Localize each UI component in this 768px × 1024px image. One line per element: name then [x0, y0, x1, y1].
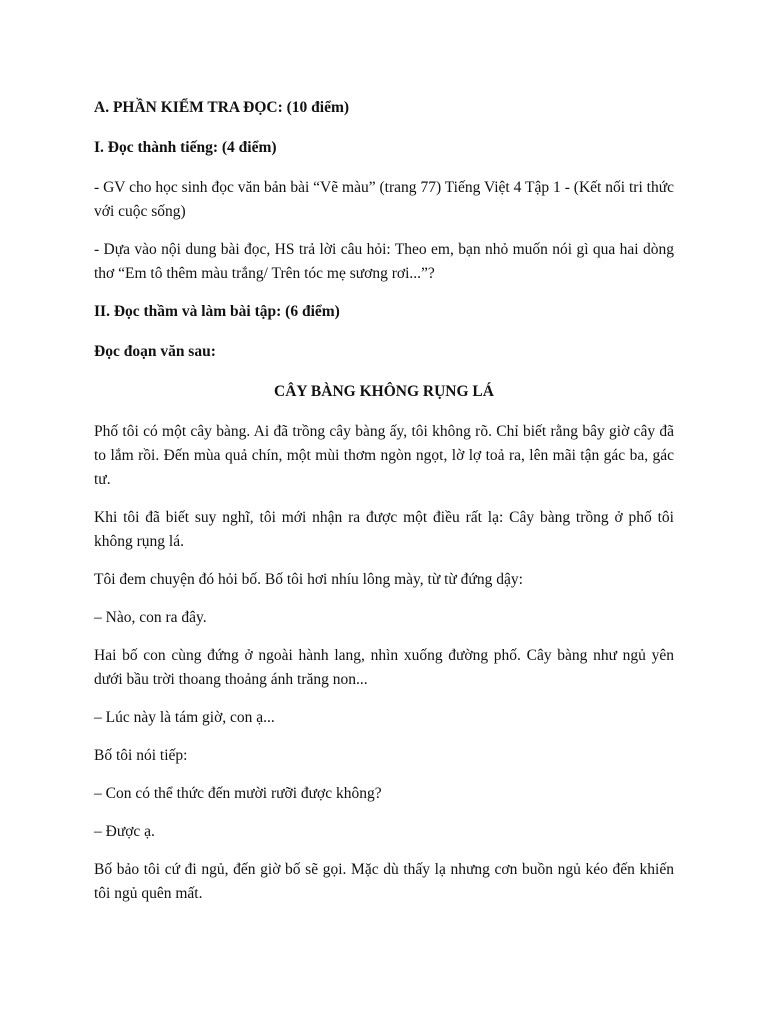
story-paragraph: Khi tôi đã biết suy nghĩ, tôi mới nhận ra được một điều rất lạ: Cây bàng trồng ở phố tôi không rụng lá. [94, 509, 674, 550]
story-paragraph: Phố tôi có một cây bàng. Ai đã trồng cây bàng ấy, tôi không rõ. Chỉ biết rằng bây giờ cây đã to lắm rồi. Đến mùa quả chín, một mùi thơm ngòn ngọt, lờ lợ toả ra, lên mãi tận gác ba, gác tư. [94, 423, 674, 488]
read-instruction-heading: Đọc đoạn văn sau: [94, 343, 216, 360]
story-paragraph: Tôi đem chuyện đó hỏi bố. Bố tôi hơi nhíu lông mày, từ từ đứng dậy: [94, 571, 523, 588]
story-paragraph: – Nào, con ra đây. [94, 609, 207, 626]
story-paragraph: – Lúc này là tám giờ, con ạ... [94, 709, 275, 726]
story-paragraph: – Con có thể thức đến mười rưỡi được không? [94, 785, 382, 802]
paragraph-i-2: - Dựa vào nội dung bài đọc, HS trả lời câu hỏi: Theo em, bạn nhỏ muốn nói gì qua hai dòng thơ “Em tô thêm màu trắng/ Trên tóc mẹ sương rơi...”? [94, 241, 674, 282]
document-page [94, 96, 674, 920]
section-i-heading: I. Đọc thành tiếng: (4 điểm) [94, 139, 277, 156]
paragraph-i-1: - GV cho học sinh đọc văn bản bài “Vẽ màu” (trang 77) Tiếng Việt 4 Tập 1 - (Kết nối tri thức với cuộc sống) [94, 179, 674, 220]
section-ii-heading: II. Đọc thầm và làm bài tập: (6 điểm) [94, 303, 340, 320]
story-title: CÂY BÀNG KHÔNG RỤNG LÁ [274, 383, 494, 400]
story-paragraph: Hai bố con cùng đứng ở ngoài hành lang, nhìn xuống đường phố. Cây bàng như ngủ yên dưới bầu trời thoang thoảng ánh trăng non... [94, 647, 674, 688]
story-paragraph: – Được ạ. [94, 823, 155, 840]
story-paragraph: Bố bảo tôi cứ đi ngủ, đến giờ bố sẽ gọi. Mặc dù thấy lạ nhưng cơn buồn ngủ kéo đến khiến tôi ngủ quên mất. [94, 861, 674, 902]
story-paragraph: Bố tôi nói tiếp: [94, 747, 188, 764]
section-a-heading: A. PHẦN KIỂM TRA ĐỌC: (10 điểm) [94, 99, 350, 116]
